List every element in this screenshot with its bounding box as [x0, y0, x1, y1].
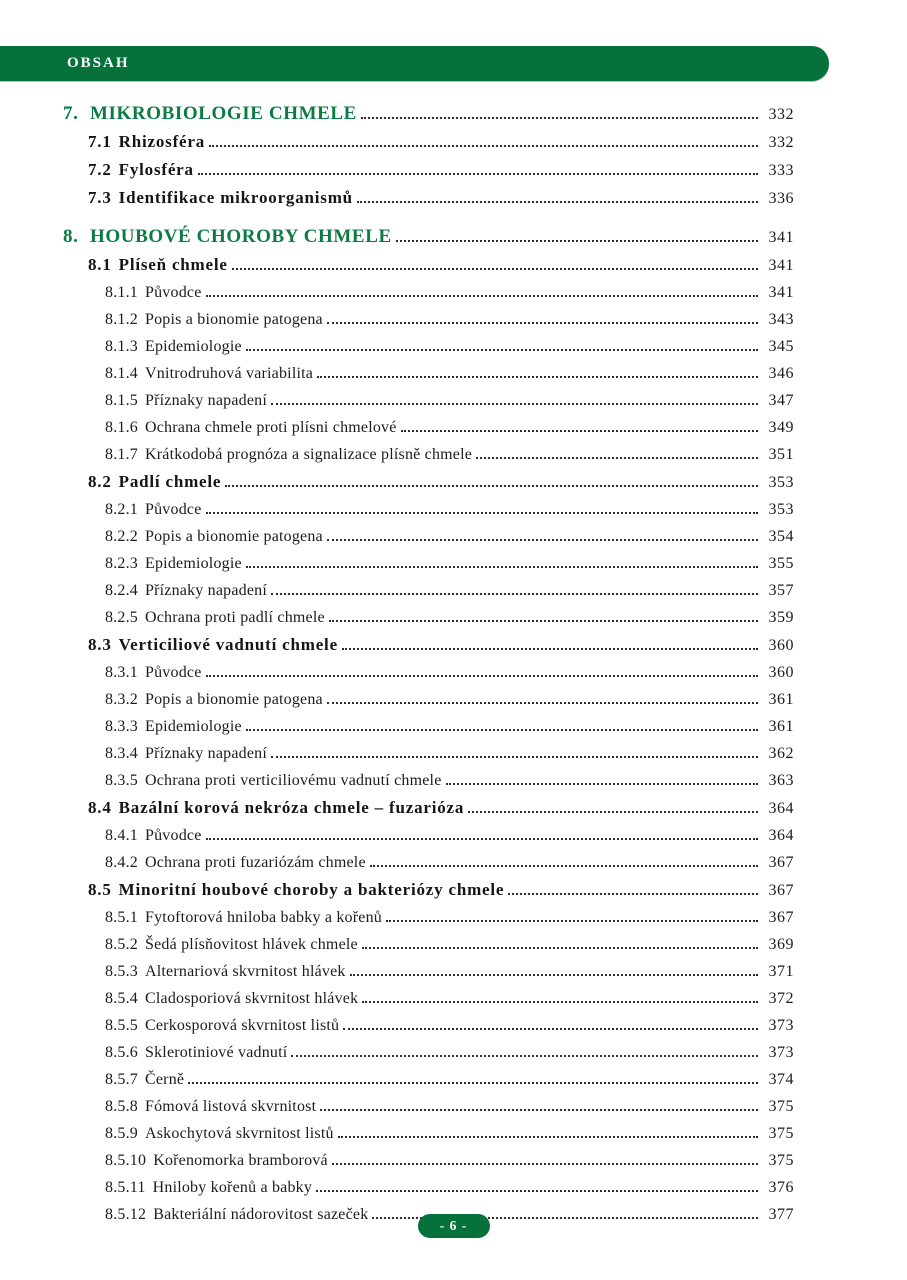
toc-entry-title: Ochrana chmele proti plísni chmelové: [145, 419, 397, 436]
toc-entry-page: 375: [768, 1152, 794, 1169]
dot-leader: [209, 145, 758, 147]
toc-entry-number: 8.5.7: [105, 1071, 138, 1088]
toc-entry-page: 345: [768, 338, 794, 355]
toc-entry-number: 8.3.3: [105, 718, 138, 735]
toc-entry-number: 8.5.8: [105, 1098, 138, 1115]
dot-leader: [271, 403, 758, 405]
toc-entry: [63, 441, 794, 468]
toc-entry-title: Kořenomorka bramborová: [153, 1152, 328, 1169]
toc-entry-number: 8.5.12: [105, 1206, 147, 1223]
toc-entry: [63, 876, 794, 904]
dot-leader: [246, 729, 758, 731]
toc-entry-page: 361: [768, 718, 794, 735]
toc-entry-page: 360: [768, 664, 794, 681]
toc-entry-title: Plíseň chmele: [118, 255, 228, 274]
toc-entry-title: Epidemiologie: [145, 718, 242, 735]
toc-entry-title: Původce: [145, 827, 202, 844]
toc-entry-number: 8.2.1: [105, 501, 138, 518]
toc-entry-number: 8.5.2: [105, 936, 138, 953]
toc-entry: [63, 577, 794, 604]
dot-leader: [206, 512, 758, 514]
toc-entry-page: 374: [768, 1071, 794, 1088]
toc-entry-title: Minoritní houbové choroby a bakteriózy chmele: [118, 880, 505, 899]
toc-entry-title: Šedá plísňovitost hlávek chmele: [145, 936, 358, 953]
toc-entry: [63, 767, 794, 794]
toc-entry-title: Černě: [145, 1071, 185, 1088]
toc-entry: [63, 985, 794, 1012]
dot-leader: [350, 974, 758, 976]
toc-entry-page: 347: [768, 392, 794, 409]
toc-entry-title: Příznaky napadení: [145, 582, 268, 599]
toc-entry-title: Bazální korová nekróza chmele – fuzarióza: [118, 798, 465, 817]
toc-entry-title: HOUBOVÉ CHOROBY CHMELE: [90, 226, 392, 247]
header-band: [0, 46, 829, 81]
dot-leader: [361, 117, 758, 119]
toc-entry: [63, 128, 794, 156]
toc-entry-title: Cladosporiová skvrnitost hlávek: [145, 990, 359, 1007]
toc-entry: [63, 740, 794, 767]
toc-entry: [63, 931, 794, 958]
toc-entry-title: Verticiliové vadnutí chmele: [118, 635, 338, 654]
toc-entry-title: Původce: [145, 664, 202, 681]
toc-entry-number: 8.5.4: [105, 990, 138, 1007]
toc-entry-title: Příznaky napadení: [145, 745, 268, 762]
dot-leader: [343, 1028, 758, 1030]
toc-entry-title: Ochrana proti padlí chmele: [145, 609, 325, 626]
dot-leader: [271, 756, 758, 758]
toc-entry-page: 341: [768, 257, 794, 274]
dot-leader: [468, 811, 758, 813]
toc-entry: [63, 414, 794, 441]
page-title: OBSAH: [67, 55, 130, 71]
toc-entry-title: Hniloby kořenů a babky: [152, 1179, 313, 1196]
toc-entry-page: 357: [768, 582, 794, 599]
toc-entry-title: Askochytová skvrnitost listů: [145, 1125, 334, 1142]
toc-entry-title: Alternariová skvrnitost hlávek: [145, 963, 346, 980]
toc-entry: [63, 713, 794, 740]
toc-entry-number: 8.2.3: [105, 555, 138, 572]
toc-entry: [63, 156, 794, 184]
dot-leader: [342, 648, 758, 650]
dot-leader: [188, 1082, 758, 1084]
toc-entry-page: 367: [768, 854, 794, 871]
toc-entry-number: 8.5.6: [105, 1044, 138, 1061]
toc-entry-page: 332: [768, 106, 794, 123]
toc-entry: [63, 686, 794, 713]
dot-leader: [329, 620, 758, 622]
dot-leader: [357, 201, 758, 203]
toc-entry: [63, 1093, 794, 1120]
toc-entry-title: Sklerotiniové vadnutí: [145, 1044, 288, 1061]
toc-entry-number: 8.3: [88, 635, 112, 654]
toc-entry: [63, 100, 794, 128]
toc-entry-number: 8.1.6: [105, 419, 138, 436]
toc-entry-page: 354: [768, 528, 794, 545]
toc-entry: [63, 659, 794, 686]
toc-entry-page: 377: [768, 1206, 794, 1223]
dot-leader: [332, 1163, 758, 1165]
toc-entry: [63, 333, 794, 360]
toc-entry-title: Epidemiologie: [145, 555, 242, 572]
toc-entry-title: Popis a bionomie patogena: [145, 311, 323, 328]
dot-leader: [206, 675, 758, 677]
toc-entry-number: 8.2.5: [105, 609, 138, 626]
toc-entry-number: 8.4: [88, 798, 112, 817]
toc-entry: [63, 1174, 794, 1201]
toc-entry-page: 359: [768, 609, 794, 626]
toc-entry-number: 8.3.5: [105, 772, 138, 789]
toc-entry-number: 8.4.2: [105, 854, 138, 871]
toc-entry-page: 375: [768, 1125, 794, 1142]
toc-entry-number: 8.5.9: [105, 1125, 138, 1142]
toc-entry-title: Fómová listová skvrnitost: [145, 1098, 317, 1115]
dot-leader: [386, 920, 758, 922]
toc-entry: [63, 251, 794, 279]
dot-leader: [362, 947, 758, 949]
dot-leader: [246, 349, 758, 351]
toc-entry-page: 375: [768, 1098, 794, 1115]
toc-entry-number: 8.5.11: [105, 1179, 146, 1196]
toc-entry: [63, 184, 794, 212]
toc-entry: [63, 904, 794, 931]
toc-entry-title: Popis a bionomie patogena: [145, 691, 323, 708]
toc-entry-page: 362: [768, 745, 794, 762]
dot-leader: [370, 865, 758, 867]
dot-leader: [508, 893, 758, 895]
toc-entry-title: Padlí chmele: [118, 472, 222, 491]
toc-entry-page: 363: [768, 772, 794, 789]
toc-entry-number: 8.2.2: [105, 528, 138, 545]
toc-entry: [63, 306, 794, 333]
toc-entry-number: 8.3.1: [105, 664, 138, 681]
toc-entry-number: 8.1.4: [105, 365, 138, 382]
toc-entry: [63, 958, 794, 985]
toc-entry-page: 349: [768, 419, 794, 436]
toc-entry-number: 8.1.7: [105, 446, 138, 463]
toc-entry-title: Popis a bionomie patogena: [145, 528, 323, 545]
toc-entry-page: 346: [768, 365, 794, 382]
toc-entry-page: 364: [768, 800, 794, 817]
toc-entry: [63, 1039, 794, 1066]
toc-entry-number: 7.2: [88, 160, 112, 179]
toc-entry-page: 373: [768, 1044, 794, 1061]
toc-entry-page: 351: [768, 446, 794, 463]
toc-entry-page: 369: [768, 936, 794, 953]
toc-entry-page: 332: [768, 134, 794, 151]
toc-entry-title: Bakteriální nádorovitost sazeček: [153, 1206, 369, 1223]
dot-leader: [362, 1001, 758, 1003]
toc-entry: [63, 849, 794, 876]
toc-entry-number: 8.5: [88, 880, 112, 899]
toc-entry-number: 8.3.4: [105, 745, 138, 762]
dot-leader: [396, 240, 758, 242]
dot-leader: [291, 1055, 758, 1057]
toc-entry-number: 8.1.5: [105, 392, 138, 409]
toc-entry-page: 343: [768, 311, 794, 328]
toc-entry-number: 8.5.10: [105, 1152, 147, 1169]
toc-entry-title: MIKROBIOLOGIE CHMELE: [90, 103, 357, 124]
toc-entry-page: 341: [768, 229, 794, 246]
toc-entry: [63, 604, 794, 631]
toc-entry-number: 7.3: [88, 188, 112, 207]
toc-entry-page: 355: [768, 555, 794, 572]
toc-entry-number: 8.4.1: [105, 827, 138, 844]
toc-entry-number: 8.1: [88, 255, 112, 274]
toc-entry-page: 364: [768, 827, 794, 844]
toc-entry-number: 8.5.5: [105, 1017, 138, 1034]
dot-leader: [232, 268, 758, 270]
toc-entry-number: 8.2: [88, 472, 112, 491]
dot-leader: [338, 1136, 758, 1138]
toc-entry-page: 371: [768, 963, 794, 980]
toc-entry-number: 8.2.4: [105, 582, 138, 599]
toc-entry-number: 8.: [63, 226, 79, 247]
toc-entry-number: 8.5.3: [105, 963, 138, 980]
dot-leader: [327, 539, 758, 541]
dot-leader: [206, 295, 758, 297]
toc-entry-title: Vnitrodruhová variabilita: [145, 365, 314, 382]
toc-entry-page: 353: [768, 474, 794, 491]
toc-entry-page: 373: [768, 1017, 794, 1034]
toc-entry: [63, 223, 794, 251]
dot-leader: [316, 1190, 758, 1192]
toc-entry: [63, 523, 794, 550]
toc-entry-number: 8.1.2: [105, 311, 138, 328]
toc-entry-page: 361: [768, 691, 794, 708]
toc-entry-title: Původce: [145, 284, 202, 301]
toc-entry-title: Ochrana proti fuzariózám chmele: [145, 854, 366, 871]
toc-entry-page: 372: [768, 990, 794, 1007]
dot-leader: [327, 322, 758, 324]
toc-entry-number: 8.3.2: [105, 691, 138, 708]
dot-leader: [320, 1109, 758, 1111]
toc-entry-number: 7.1: [88, 132, 112, 151]
dot-leader: [246, 566, 758, 568]
dot-leader: [271, 593, 758, 595]
toc-entry-title: Ochrana proti verticiliovému vadnutí chmele: [145, 772, 442, 789]
toc-entry-title: Cerkosporová skvrnitost listů: [145, 1017, 340, 1034]
toc-entry-number: 8.1.3: [105, 338, 138, 355]
toc-entry-title: Fylosféra: [118, 160, 194, 179]
toc-entry: [63, 794, 794, 822]
dot-leader: [198, 173, 758, 175]
toc-entry: [63, 279, 794, 306]
dot-leader: [476, 457, 758, 459]
toc-entry-title: Příznaky napadení: [145, 392, 268, 409]
toc-list: [63, 100, 794, 1228]
toc-entry: [63, 631, 794, 659]
toc-entry-number: 8.1.1: [105, 284, 138, 301]
toc-entry-page: 376: [768, 1179, 794, 1196]
toc-entry: [63, 822, 794, 849]
toc-entry-title: Krátkodobá prognóza a signalizace plísně chmele: [145, 446, 473, 463]
toc-entry-page: 336: [768, 190, 794, 207]
toc-entry: [63, 387, 794, 414]
toc-entry: [63, 468, 794, 496]
toc-entry-page: 341: [768, 284, 794, 301]
toc-entry: [63, 496, 794, 523]
dot-leader: [206, 838, 758, 840]
toc-entry-page: 333: [768, 162, 794, 179]
toc-entry-page: 360: [768, 637, 794, 654]
dot-leader: [446, 783, 759, 785]
toc-entry: [63, 1066, 794, 1093]
toc-entry: [63, 1012, 794, 1039]
toc-entry: [63, 1147, 794, 1174]
dot-leader: [317, 376, 758, 378]
toc-entry-title: Fytoftorová hniloba babky a kořenů: [145, 909, 382, 926]
toc-entry-page: 367: [768, 882, 794, 899]
toc-entry: [63, 550, 794, 577]
dot-leader: [401, 430, 758, 432]
toc-entry: [63, 360, 794, 387]
toc-entry: [63, 1120, 794, 1147]
toc-entry-title: Epidemiologie: [145, 338, 242, 355]
toc-entry-number: 7.: [63, 103, 79, 124]
toc-entry-title: Identifikace mikroorganismů: [118, 188, 353, 207]
toc-entry-title: Původce: [145, 501, 202, 518]
dot-leader: [225, 485, 758, 487]
toc-entry-number: 8.5.1: [105, 909, 138, 926]
dot-leader: [327, 702, 758, 704]
page-number-pill: - 6 -: [418, 1214, 490, 1238]
toc-entry-page: 367: [768, 909, 794, 926]
toc-entry-title: Rhizosféra: [118, 132, 206, 151]
toc-entry-page: 353: [768, 501, 794, 518]
